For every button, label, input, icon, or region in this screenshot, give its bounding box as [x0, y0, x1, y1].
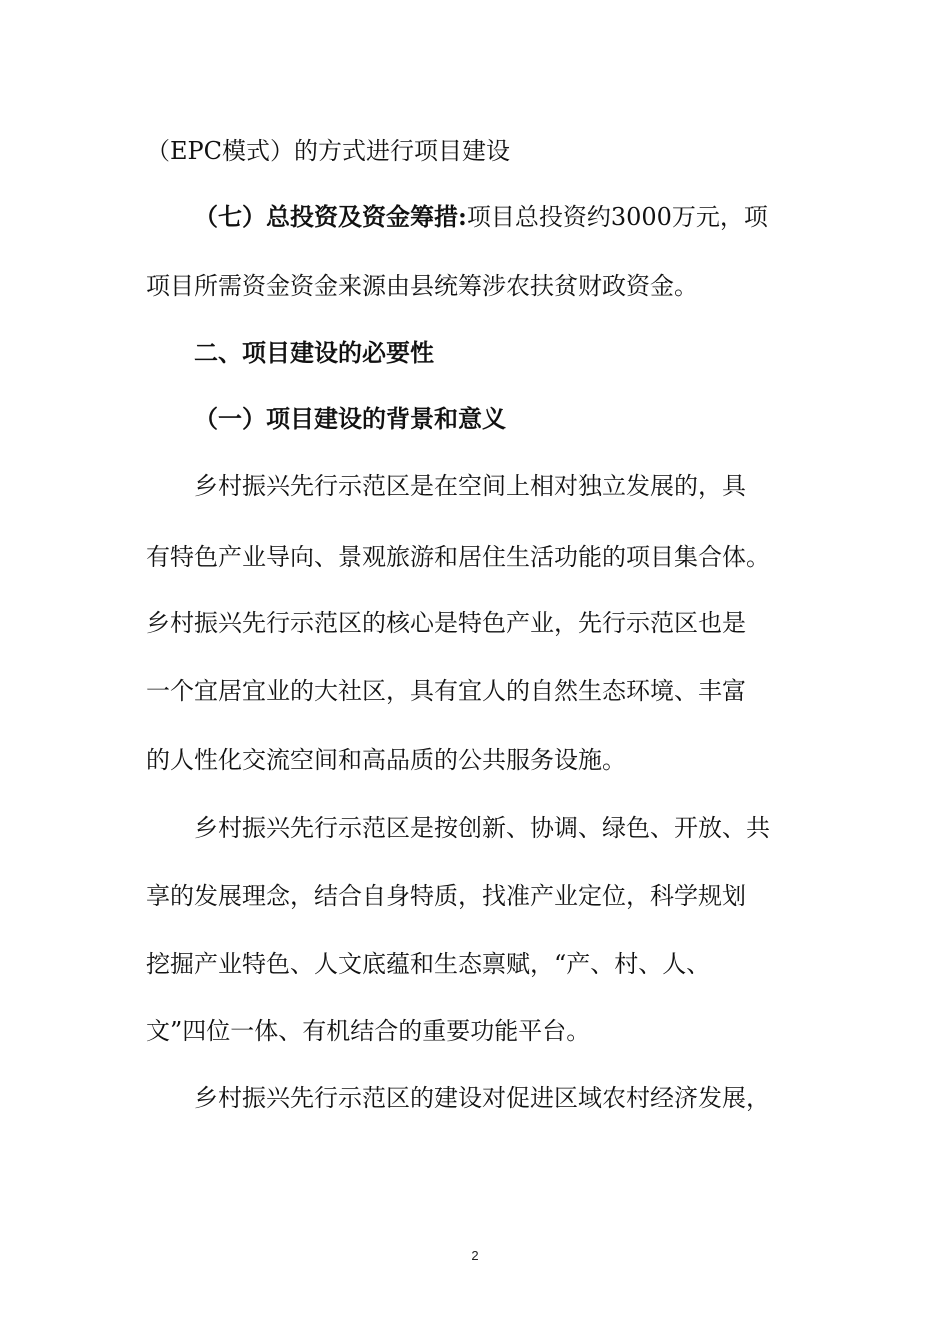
- subsection-heading-line: [0, 399, 950, 439]
- subsection-heading: （一）项目建设的背景和意义: [194, 405, 506, 433]
- line-text: 有特色产业导向、景观旅游和居住生活功能的项目集合体。: [146, 543, 770, 571]
- text-line: [0, 197, 950, 237]
- line-text: 乡村振兴先行示范区是在空间上相对独立发展的，具: [194, 472, 746, 500]
- line-text: 的人性化交流空间和高品质的公共服务设施。: [146, 746, 626, 774]
- investment-text: 项目总投资约3000万元，项: [466, 203, 768, 231]
- text-line: [0, 131, 950, 171]
- paragraph-first-line: [0, 466, 950, 506]
- line-text: 乡村振兴先行示范区是按创新、协调、绿色、开放、共: [194, 814, 770, 842]
- line-text: 乡村振兴先行示范区的核心是特色产业，先行示范区也是: [146, 609, 746, 637]
- text-line: [0, 944, 950, 984]
- line-text: 挖掘产业特色、人文底蕴和生态禀赋，“产、村、人、: [146, 950, 711, 978]
- line-text: 乡村振兴先行示范区的建设对促进区域农村经济发展，: [194, 1084, 770, 1112]
- text-line: [0, 537, 950, 577]
- text-line: [0, 603, 950, 643]
- text-line: [0, 671, 950, 711]
- section-heading: 二、项目建设的必要性: [194, 339, 434, 367]
- paragraph-first-line: [0, 1078, 950, 1118]
- line-text: （EPC模式）的方式进行项目建设: [146, 137, 511, 165]
- line-text: 项目所需资金资金来源由县统筹涉农扶贫财政资金。: [146, 272, 698, 300]
- section-heading-line: [0, 333, 950, 373]
- page-number: 2: [471, 1248, 479, 1263]
- paragraph-first-line: [0, 808, 950, 848]
- text-line: [0, 876, 950, 916]
- line-text: 一个宜居宜业的大社区，具有宜人的自然生态环境、丰富: [146, 677, 746, 705]
- text-line: [0, 266, 950, 306]
- text-line: [0, 1011, 950, 1051]
- line-text: 文”四位一体、有机结合的重要功能平台。: [146, 1017, 591, 1045]
- line-text: 享的发展理念，结合自身特质，找准产业定位，科学规划: [146, 882, 746, 910]
- text-line: [0, 740, 950, 780]
- investment-label: （七）总投资及资金筹措:: [194, 202, 467, 231]
